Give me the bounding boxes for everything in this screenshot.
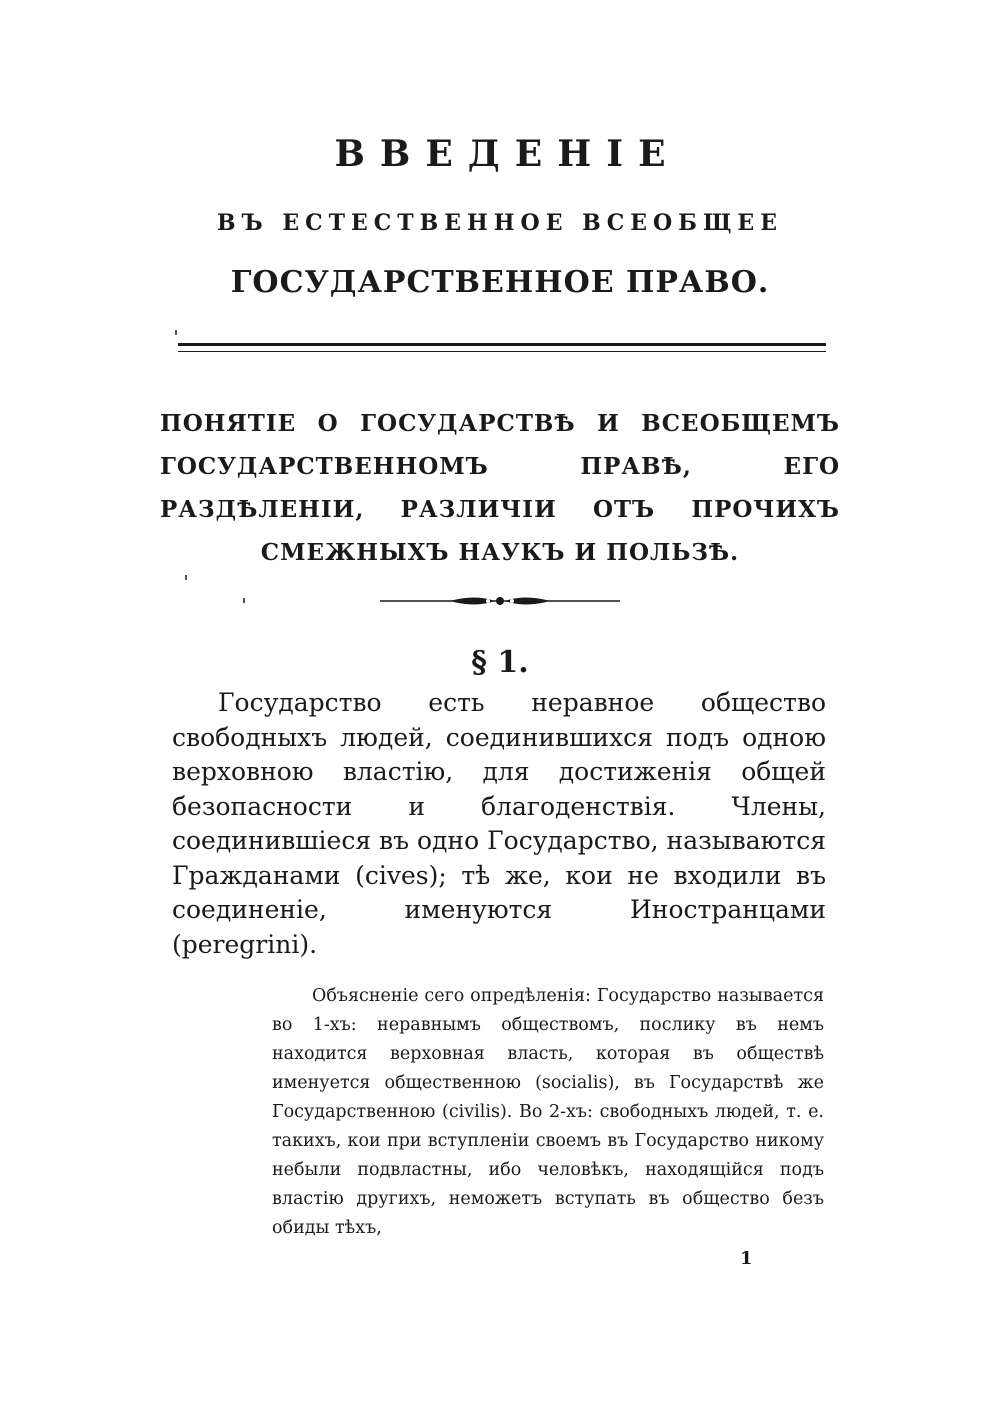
title-rule-thick	[178, 343, 826, 346]
page-title: ВВЕДЕНІЕ	[334, 133, 681, 175]
main-paragraph: Государство есть неравное общество свободныхъ людей, соединившихся подъ одною верховною властію, для достиженія общей безопасности и благоденствія. Члены, соединившіеся въ одно Государство, называются Гражданами (cives); тѣ же, кои не входили въ соединеніе, именуются Иностранцами (peregrini).	[172, 688, 827, 959]
page-number: 1	[740, 1248, 753, 1269]
section-mark: § 1.	[471, 645, 529, 680]
print-speck	[243, 598, 245, 603]
ornament-divider	[380, 590, 620, 612]
print-speck	[185, 575, 187, 580]
explanatory-note: Объясненіе сего опредѣленія: Государство называется во 1-хъ: неравнымъ обществомъ, послику въ немъ находится верховная власть, которая въ обществѣ именуется общественною (socialis), въ Государствѣ же Государственною (civilis). Во 2-хъ: свободныхъ людей, т. е. такихъ, кои при вступленіи своемъ въ Государство никому небыли подвластны, ибо человѣкъ, находящійся подъ властію другихъ, неможетъ вступать въ общество безъ обиды тѣхъ,	[272, 986, 824, 1238]
title-rule-thin	[178, 351, 826, 352]
print-speck	[175, 330, 177, 335]
chapter-heading: ПОНЯТІЕ О ГОСУДАРСТВѢ И ВСЕОБЩЕМЪ ГОСУДАРСТВЕННОМЪ ПРАВѢ, ЕГО РАЗДѢЛЕНІИ, РАЗЛИЧІИ ОТЪ ПРОЧИХЪ СМЕЖНЫХЪ НАУКЪ И ПОЛЬЗѢ.	[160, 410, 840, 566]
subtitle-line-1: ВЪ ЕСТЕСТВЕННОЕ ВСЕОБЩЕЕ	[217, 210, 783, 236]
subtitle-line-2: ГОСУДАРСТВЕННОЕ ПРАВО.	[230, 265, 770, 300]
